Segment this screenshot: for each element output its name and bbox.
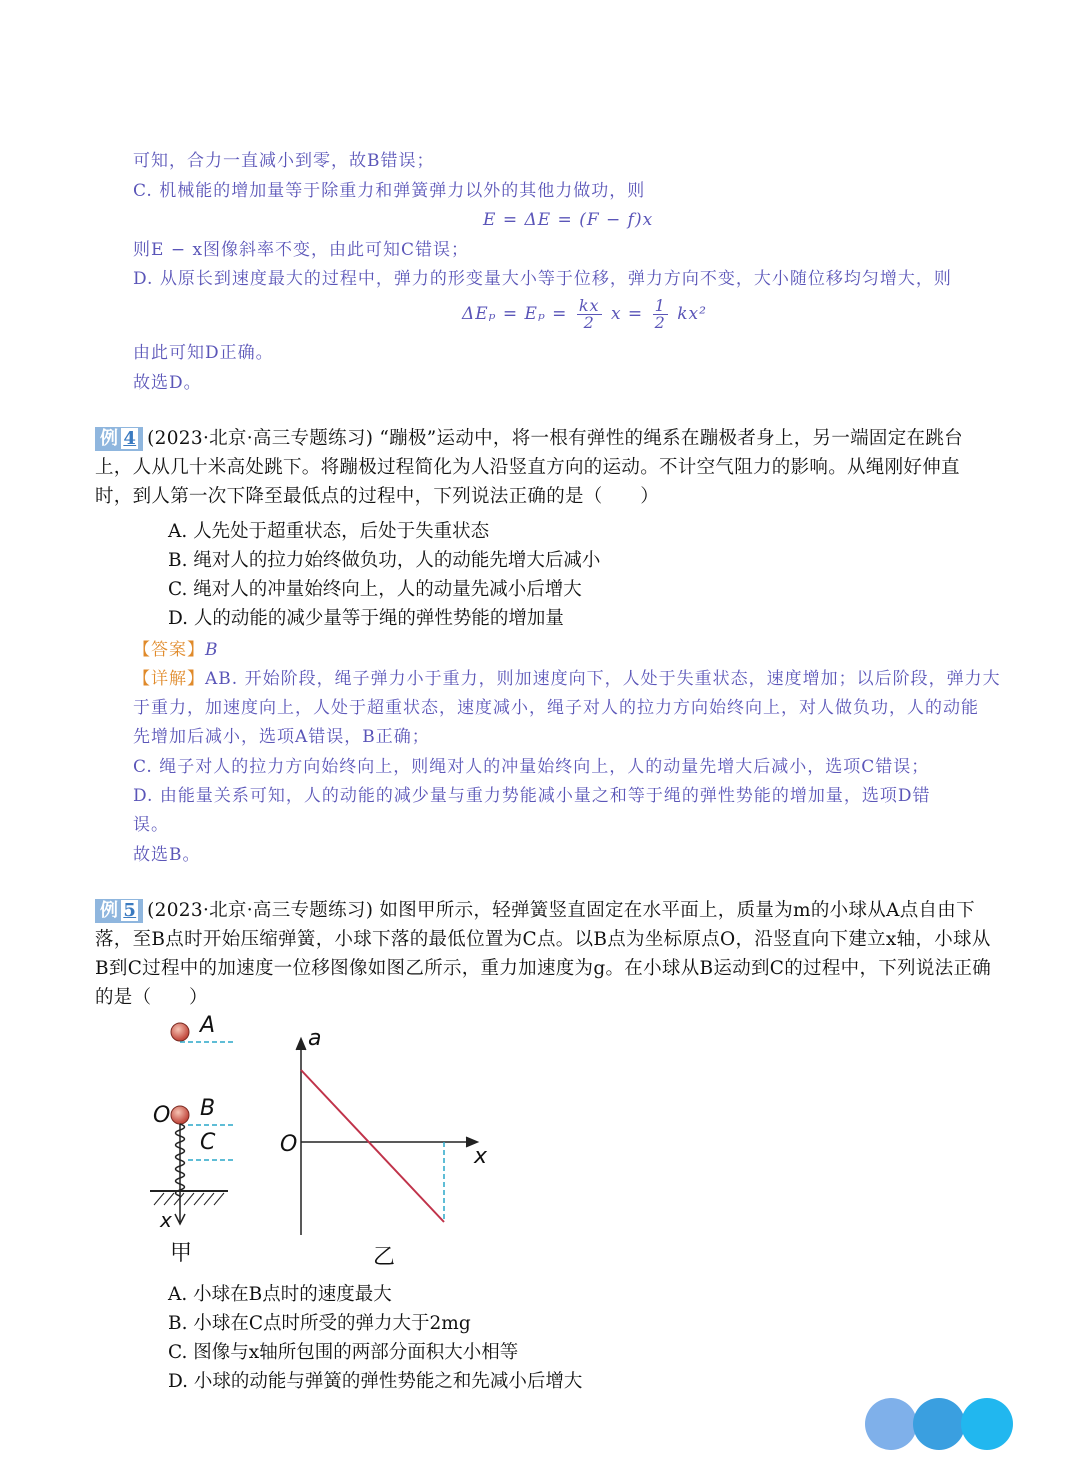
question-text: (2023·北京·高三专题练习) “蹦极”运动中，将一根有弹性的绳系在蹦极者身上，另一端固定在跳台上，人从几十米高处跳下。将蹦极过程简化为人沿竖直方向的运动。不计空气阻力的影响。从绳刚好伸直时，到人第一次下降至最低点的过程中，下列说法正确的是（ ） <box>95 428 963 507</box>
ball-b <box>171 1106 189 1124</box>
equation-energy: ΔEₚ = Eₚ = $\frac{kx}{2}$ x = $\frac{1}{2}$ kx² <box>462 296 707 332</box>
example-4-question <box>95 424 995 511</box>
option-d: D. 人的动能的减少量等于绳的弹性势能的增加量 <box>168 608 564 629</box>
ball-a <box>171 1023 189 1041</box>
label-c: C <box>200 1130 216 1155</box>
caption-jia: 甲 <box>170 1241 193 1266</box>
label-a-axis: a <box>308 1026 322 1051</box>
solution-line: 则E − x图像斜率不变，由此可知C错误； <box>133 240 470 260</box>
label-o-yi: O <box>280 1132 298 1157</box>
example-badge: 例 5 <box>95 899 143 923</box>
example-5-question <box>95 896 995 1012</box>
detail-line: C. 绳子对人的拉力方向始终向上，则绳对人的冲量始终向上，人的动量先增大后减小，选项C错误； <box>133 757 930 777</box>
fraction: $\frac{kx}{2}$ <box>578 296 600 332</box>
arrow-icon <box>296 1038 306 1050</box>
answer-line: 【答案】B <box>133 640 219 660</box>
dot-icon <box>961 1398 1013 1450</box>
watermark-dots <box>865 1398 1015 1450</box>
option-b: B. 小球在C点时所受的弹力大于2mg <box>168 1313 471 1334</box>
dot-icon <box>913 1398 965 1450</box>
option-b: B. 绳对人的拉力始终做负功，人的动能先增大后减小 <box>168 550 601 571</box>
detail-line: 【详解】AB. 开始阶段，绳子弹力小于重力，则加速度向下，人处于失重状态，速度增加；以后阶段，弹力大 <box>133 669 1001 689</box>
detail-line: D. 由能量关系可知，人的动能的减少量与重力势能减小量之和等于绳的弹性势能的增加量，选项D错 <box>133 786 931 806</box>
dot-icon <box>865 1398 917 1450</box>
a-x-line <box>301 1070 444 1222</box>
detail-line: 故选B。 <box>133 845 201 865</box>
option-c: C. 图像与x轴所包围的两部分面积大小相等 <box>168 1342 519 1363</box>
figure-yi <box>270 1030 500 1240</box>
detail-line: 于重力，加速度向上，人处于超重状态，速度减小，绳子对人的拉力方向始终向上，对人做负功，人的动能 <box>133 698 979 718</box>
solution-line: 故选D。 <box>133 373 202 393</box>
option-a: A. 小球在B点时的速度最大 <box>168 1284 392 1305</box>
solution-line: 可知，合力一直减小到零，故B错误； <box>133 151 435 171</box>
label-x-yi: x <box>474 1144 488 1169</box>
question-text: (2023·北京·高三专题练习) 如图甲所示，轻弹簧竖直固定在水平面上，质量为m的小球从A点自由下落，至B点时开始压缩弹簧，小球下落的最低位置为C点。以B点为坐标原点O，沿竖直向下建立x轴，小球从B到C过程中的加速度一位移图像如图乙所示，重力加速度为g。在小球从B运动到C的过程中，下列说法正确的是（ ） <box>95 900 992 1008</box>
detail-line: 先增加后减小，选项A错误，B正确； <box>133 727 430 747</box>
solution-line: D. 从原长到速度最大的过程中，弹力的形变量大小等于位移，弹力方向不变，大小随位移均匀增大，则 <box>133 269 952 289</box>
fraction: $\frac{1}{2}$ <box>654 296 666 332</box>
label-b: B <box>200 1096 216 1121</box>
label-x: x <box>160 1208 172 1232</box>
caption-yi: 乙 <box>373 1245 396 1270</box>
example-badge: 例 4 <box>95 427 143 451</box>
option-d: D. 小球的动能与弹簧的弹性势能之和先减小后增大 <box>168 1371 583 1392</box>
label-o: O <box>153 1103 171 1128</box>
solution-line: C. 机械能的增加量等于除重力和弹簧弹力以外的其他力做功，则 <box>133 181 646 201</box>
option-c: C. 绳对人的冲量始终向上，人的动量先减小后增大 <box>168 579 582 600</box>
option-a: A. 人先处于超重状态，后处于失重状态 <box>168 521 490 542</box>
solution-line: 由此可知D正确。 <box>133 343 274 363</box>
detail-line: 误。 <box>133 815 169 835</box>
equation: E = ΔE = (F − f)x <box>483 210 654 230</box>
ground-hatch <box>154 1193 224 1205</box>
label-a: A <box>200 1013 216 1038</box>
